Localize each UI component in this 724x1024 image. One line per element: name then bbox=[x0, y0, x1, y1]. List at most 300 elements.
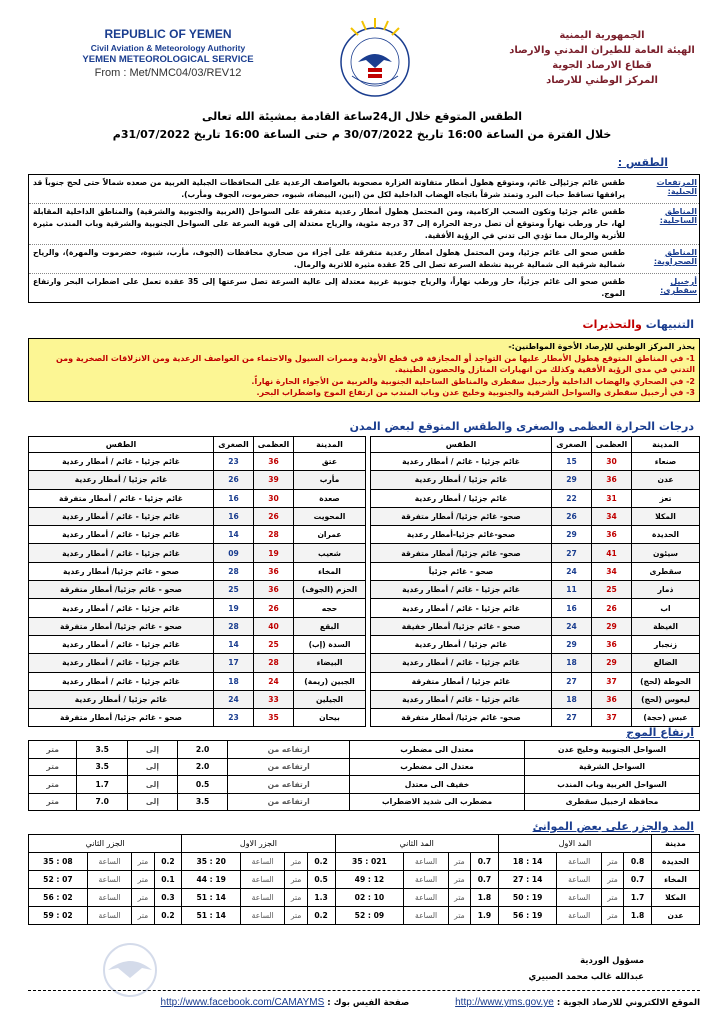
header-ar-sector: قطاع الارصاد الجوية bbox=[552, 60, 652, 71]
warnings-intro: يحذر المركز الوطني للإرصاد الأخوة المواطنين:- bbox=[508, 342, 695, 351]
city-weather: غائم جزئيا / أمطار رعدية bbox=[371, 471, 552, 489]
max-temp: 36 bbox=[592, 690, 632, 708]
tide-level: 0.3 bbox=[154, 889, 182, 907]
min-temp: 27 bbox=[552, 544, 592, 562]
city-row bbox=[29, 453, 366, 471]
tide-unit: متر bbox=[285, 889, 307, 907]
city-row bbox=[29, 507, 366, 525]
shift-officer-name: عبدالله غالب محمد الصبيري bbox=[528, 972, 644, 982]
tide-time: 14 : 27 bbox=[498, 871, 557, 889]
tide-unit: متر bbox=[132, 871, 154, 889]
tide-heading: المد والجزر على بعض الموانئ bbox=[532, 820, 694, 833]
min-temp: 29 bbox=[552, 471, 592, 489]
wave-area: محافظة ارخبيل سقطرى bbox=[525, 793, 700, 811]
max-temp: 26 bbox=[254, 599, 294, 617]
tide-time-label: الساعة bbox=[404, 907, 448, 925]
city-weather: صحو- غائم جزئيا/ أمطار متفرقة bbox=[371, 544, 552, 562]
tide-time-label: الساعة bbox=[87, 907, 131, 925]
city-weather: غائم جزئيا - غائم / أمطار رعدية bbox=[371, 599, 552, 617]
col-min: الصغرى bbox=[214, 437, 254, 453]
city-name: صنعاء bbox=[632, 453, 700, 471]
tide-level: 1.7 bbox=[624, 889, 652, 907]
tide-time: 02 : 56 bbox=[29, 889, 88, 907]
city-name: المكلا bbox=[632, 507, 700, 525]
tide-time-label: الساعة bbox=[241, 871, 285, 889]
tide-time-label: الساعة bbox=[557, 853, 601, 871]
tide-level: 1.9 bbox=[471, 907, 499, 925]
col-weather: الطقس bbox=[29, 437, 214, 453]
max-temp: 40 bbox=[254, 617, 294, 635]
tide-time-label: الساعة bbox=[404, 889, 448, 907]
tide-time-label: الساعة bbox=[557, 871, 601, 889]
page-header bbox=[0, 0, 724, 108]
city-row bbox=[29, 562, 366, 580]
tide-unit: متر bbox=[448, 871, 470, 889]
forecast-period: خلال الفترة من الساعة 16:00 تاريخ 30/07/2022 م حتى الساعة 16:00 تاريخ 31/07/2022م bbox=[112, 128, 612, 141]
weather-row bbox=[29, 274, 699, 302]
tide-time: 10 : 02 bbox=[335, 889, 404, 907]
min-temp: 16 bbox=[552, 599, 592, 617]
city-row bbox=[371, 471, 700, 489]
tide-port: المخاء bbox=[652, 871, 700, 889]
city-name: عدن bbox=[632, 471, 700, 489]
city-row bbox=[29, 709, 366, 727]
max-temp: 30 bbox=[592, 453, 632, 471]
city-weather: غائم جزئيا - غائم / أمطار رعدية bbox=[29, 526, 214, 544]
city-row bbox=[29, 581, 366, 599]
header-en-form-code: From : Met/NMC04/03/REV12 bbox=[94, 67, 242, 79]
city-weather: غائم جزئيا - غائم / أمطار رعدية bbox=[371, 581, 552, 599]
city-weather: غائم جزئيا - غائم / أمطار رعدية bbox=[371, 690, 552, 708]
city-name: الحوطة (لحج) bbox=[632, 672, 700, 690]
tide-unit: متر bbox=[601, 853, 623, 871]
max-temp: 36 bbox=[254, 453, 294, 471]
city-name: زنجبار bbox=[632, 635, 700, 653]
city-weather: صحو - غائم جزئيا/ أمطار متفرقة bbox=[29, 617, 214, 635]
city-row bbox=[371, 526, 700, 544]
tide-time-label: الساعة bbox=[557, 907, 601, 925]
tide-level: 0.5 bbox=[307, 871, 335, 889]
warnings-heading-a: التنبيهات bbox=[645, 318, 694, 331]
tide-row bbox=[29, 853, 700, 871]
wave-height-label: ارتفاعه من bbox=[228, 776, 350, 794]
city-weather: صحو - غائم جزئيا/ أمطار رعدية bbox=[29, 562, 214, 580]
min-temp: 11 bbox=[552, 581, 592, 599]
city-weather: غائم جزئيا / أمطار رعدية bbox=[371, 489, 552, 507]
tide-unit: متر bbox=[132, 907, 154, 925]
max-temp: 25 bbox=[592, 581, 632, 599]
col-max: العظمى bbox=[592, 437, 632, 453]
city-row bbox=[371, 635, 700, 653]
city-weather: صحو - غائم جزئيا/ أمطار خفيفة bbox=[371, 617, 552, 635]
tide-unit: متر bbox=[601, 889, 623, 907]
city-name: السدة (إب) bbox=[294, 635, 366, 653]
city-row bbox=[29, 526, 366, 544]
city-name: عبس (حجة) bbox=[632, 709, 700, 727]
city-weather: صحو- غائم جزئيا/ أمطار متفرقة bbox=[371, 507, 552, 525]
wave-to-label: إلى bbox=[127, 758, 177, 776]
tide-time: 20 : 35 bbox=[182, 853, 241, 871]
wave-to: 3.5 bbox=[77, 741, 128, 759]
weather-row-text: طقس غائم جزئيإلى غائم، ومتوقع هطول أمطار متفاوتة الغزارة مصحوبة بالعواصف الرعدية على المحافظات الجبلية الغربية من صعده شمالاً حتى لحج جنوباً قد يرافقها تساقط حبات البرد وتمتد شرقاً باتجاه الهضاب الداخلية لكل من (ابين، البيضاء، شبوه، حضرموت، الجوف ومأرب). bbox=[33, 178, 625, 199]
city-row bbox=[371, 507, 700, 525]
tide-time: 07 : 52 bbox=[29, 871, 88, 889]
weather-row-label: المناطق الصحراوية: bbox=[653, 248, 697, 266]
city-name: صعدة bbox=[294, 489, 366, 507]
tide-time-label: الساعة bbox=[87, 889, 131, 907]
tide-port: الحديدة bbox=[652, 853, 700, 871]
tide-time-label: الساعة bbox=[241, 853, 285, 871]
wave-row bbox=[29, 793, 700, 811]
header-ar-authority: الهيئة العامة للطيران المدني والارصاد bbox=[509, 45, 695, 56]
tide-level: 1.8 bbox=[471, 889, 499, 907]
min-temp: 17 bbox=[214, 654, 254, 672]
max-temp: 37 bbox=[592, 672, 632, 690]
header-arabic bbox=[502, 28, 702, 88]
col-min: الصغرى bbox=[552, 437, 592, 453]
wave-row bbox=[29, 776, 700, 794]
wave-state: معتدل الى مضطرب bbox=[350, 741, 525, 759]
tide-level: 0.8 bbox=[624, 853, 652, 871]
tide-port: عدن bbox=[652, 907, 700, 925]
city-row bbox=[371, 562, 700, 580]
max-temp: 33 bbox=[254, 690, 294, 708]
weather-row-label: أرخبيل سقطرى: bbox=[660, 277, 697, 295]
min-temp: 26 bbox=[214, 471, 254, 489]
city-row bbox=[371, 672, 700, 690]
forecast-title: الطقس المتوقع خلال ال24ساعة القادمة بمشيئة الله تعالى bbox=[201, 110, 523, 123]
min-temp: 18 bbox=[552, 654, 592, 672]
city-name: الجيلين bbox=[294, 690, 366, 708]
wave-unit: متر bbox=[29, 793, 77, 811]
tide-time: 19 : 50 bbox=[498, 889, 557, 907]
tide-time-label: الساعة bbox=[241, 907, 285, 925]
city-name: سقطرى bbox=[632, 562, 700, 580]
tide-unit: متر bbox=[601, 871, 623, 889]
wave-from: 3.5 bbox=[177, 793, 228, 811]
min-temp: 09 bbox=[214, 544, 254, 562]
wave-to: 3.5 bbox=[77, 758, 128, 776]
website-label: الموقع الالكتروني للارصاد الجوية : bbox=[556, 998, 700, 1008]
weather-heading: الطقس : bbox=[617, 156, 668, 169]
city-row bbox=[371, 654, 700, 672]
wave-row bbox=[29, 741, 700, 759]
tide-time-label: الساعة bbox=[241, 889, 285, 907]
warnings-heading bbox=[583, 318, 694, 331]
col-high1: المد الاول bbox=[498, 835, 651, 853]
weather-section bbox=[28, 174, 700, 303]
col-low1: الجزر الاول bbox=[182, 835, 335, 853]
city-weather: غائم جزئيا / أمطار رعدية bbox=[29, 690, 214, 708]
city-row bbox=[371, 453, 700, 471]
header-ar-republic: الجمهورية اليمنية bbox=[559, 30, 645, 41]
tide-level: 0.1 bbox=[154, 871, 182, 889]
header-ar-center: المركز الوطني للارصاد bbox=[546, 75, 658, 86]
weather-row bbox=[29, 245, 699, 274]
max-temp: 34 bbox=[592, 562, 632, 580]
max-temp: 28 bbox=[254, 526, 294, 544]
tide-row bbox=[29, 889, 700, 907]
tide-level: 1.8 bbox=[624, 907, 652, 925]
tide-table bbox=[28, 834, 700, 925]
wave-to-label: إلى bbox=[127, 793, 177, 811]
tide-unit: متر bbox=[448, 853, 470, 871]
city-row bbox=[29, 635, 366, 653]
tide-time-label: الساعة bbox=[404, 871, 448, 889]
wave-unit: متر bbox=[29, 758, 77, 776]
city-row bbox=[29, 690, 366, 708]
weather-row bbox=[29, 204, 699, 245]
header-en-republic: REPUBLIC OF YEMEN bbox=[104, 27, 232, 41]
wave-heading: ارتفاع الموج bbox=[626, 726, 694, 739]
tide-time: 14 : 51 bbox=[182, 907, 241, 925]
tide-level: 0.7 bbox=[471, 853, 499, 871]
max-temp: 26 bbox=[254, 507, 294, 525]
max-temp: 31 bbox=[592, 489, 632, 507]
city-name: المحويت bbox=[294, 507, 366, 525]
facebook-link[interactable]: http://www.facebook.com/CAMAYMS bbox=[160, 997, 325, 1008]
min-temp: 15 bbox=[552, 453, 592, 471]
city-weather: غائم جزئيا / أمطار رعدية bbox=[29, 471, 214, 489]
min-temp: 28 bbox=[214, 617, 254, 635]
city-name: البقع bbox=[294, 617, 366, 635]
wave-area: السواحل الجنوبية وخليج عدن bbox=[525, 741, 700, 759]
min-temp: 22 bbox=[552, 489, 592, 507]
city-row bbox=[29, 617, 366, 635]
col-weather: الطقس bbox=[371, 437, 552, 453]
city-weather: غائم جزئيا - غائم / أمطار متفرقة bbox=[29, 489, 214, 507]
tide-time-label: الساعة bbox=[404, 853, 448, 871]
min-temp: 29 bbox=[552, 526, 592, 544]
wave-to: 7.0 bbox=[77, 793, 128, 811]
tide-row bbox=[29, 871, 700, 889]
weather-row-label: المرتفعات الجبلية: bbox=[656, 178, 697, 196]
min-temp: 16 bbox=[214, 507, 254, 525]
wave-table bbox=[28, 740, 700, 811]
tide-time: 19 : 44 bbox=[182, 871, 241, 889]
max-temp: 36 bbox=[592, 471, 632, 489]
shift-officer-title: مسؤول الوردية bbox=[580, 956, 644, 966]
city-name: شعيب bbox=[294, 544, 366, 562]
max-temp: 30 bbox=[254, 489, 294, 507]
city-row bbox=[29, 544, 366, 562]
max-temp: 41 bbox=[592, 544, 632, 562]
tide-time: 021 : 35 bbox=[335, 853, 404, 871]
wave-unit: متر bbox=[29, 776, 77, 794]
signature-block bbox=[529, 953, 644, 985]
tide-level: 0.2 bbox=[154, 907, 182, 925]
col-city: المدينة bbox=[632, 437, 700, 453]
min-temp: 24 bbox=[552, 562, 592, 580]
city-name: بيحان bbox=[294, 709, 366, 727]
wave-from: 0.5 bbox=[177, 776, 228, 794]
weather-row bbox=[29, 175, 699, 204]
tide-level: 1.3 bbox=[307, 889, 335, 907]
tide-unit: متر bbox=[285, 853, 307, 871]
city-weather: غائم جزئيا - غائم / أمطار رعدية bbox=[29, 544, 214, 562]
tide-level: 0.2 bbox=[154, 853, 182, 871]
tide-time: 08 : 35 bbox=[29, 853, 88, 871]
city-name: اب bbox=[632, 599, 700, 617]
city-weather: غائم جزئيا - غائم / أمطار رعدية bbox=[29, 635, 214, 653]
col-max: العظمى bbox=[254, 437, 294, 453]
wave-from: 2.0 bbox=[177, 758, 228, 776]
city-row bbox=[29, 471, 366, 489]
min-temp: 28 bbox=[214, 562, 254, 580]
max-temp: 29 bbox=[592, 617, 632, 635]
facebook-label: صفحة الفيس بوك : bbox=[327, 998, 410, 1008]
city-weather: غائم جزئيا - غائم / أمطار رعدية bbox=[371, 453, 552, 471]
max-temp: 36 bbox=[254, 581, 294, 599]
weather-row-label: المناطق الساحلية: bbox=[659, 207, 697, 225]
col-city: المدينة bbox=[294, 437, 366, 453]
city-name: الغيظة bbox=[632, 617, 700, 635]
wave-height-label: ارتفاعه من bbox=[228, 758, 350, 776]
city-name: ليعوس (لحج) bbox=[632, 690, 700, 708]
tide-port: المكلا bbox=[652, 889, 700, 907]
wave-height-label: ارتفاعه من bbox=[228, 793, 350, 811]
city-row bbox=[29, 489, 366, 507]
max-temp: 24 bbox=[254, 672, 294, 690]
wave-to-label: إلى bbox=[127, 776, 177, 794]
min-temp: 27 bbox=[552, 709, 592, 727]
min-temp: 25 bbox=[214, 581, 254, 599]
max-temp: 36 bbox=[254, 562, 294, 580]
col-low2: الجزر الثاني bbox=[29, 835, 182, 853]
min-temp: 27 bbox=[552, 672, 592, 690]
city-name: حجه bbox=[294, 599, 366, 617]
wave-unit: متر bbox=[29, 741, 77, 759]
header-en-service: YEMEN METEOROLOGICAL SERVICE bbox=[82, 54, 254, 65]
header-en-authority: Civil Aviation & Meteorology Authority bbox=[90, 43, 246, 53]
max-temp: 19 bbox=[254, 544, 294, 562]
max-temp: 28 bbox=[254, 654, 294, 672]
max-temp: 25 bbox=[254, 635, 294, 653]
city-name: الحديدة bbox=[632, 526, 700, 544]
authority-logo-icon bbox=[332, 16, 418, 102]
tide-time: 14 : 51 bbox=[182, 889, 241, 907]
tide-time: 19 : 56 bbox=[498, 907, 557, 925]
wave-to: 1.7 bbox=[77, 776, 128, 794]
city-name: الضالع bbox=[632, 654, 700, 672]
warning-item: 1- في المناطق المتوقع هطول الأمطار عليها من التواجد أو المجازفة في قطع الأودية وممرات السيول والاحتماء من العواصف الرعدية ومن الانزلاقات الصخرية ومن التدني في مدى الرؤية الأفقية وكذلك من انهيارات المنازل والحصون الطينية. bbox=[55, 353, 695, 374]
city-weather: صحو-غائم جزئيا-أمطار رعدية bbox=[371, 526, 552, 544]
city-weather: غائم جزئيا - غائم / أمطار رعدية bbox=[29, 507, 214, 525]
forecast-titles bbox=[0, 110, 724, 141]
min-temp: 14 bbox=[214, 635, 254, 653]
max-temp: 26 bbox=[592, 599, 632, 617]
cities-heading: درجات الحرارة العظمى والصغرى والطقس المتوقع لبعض المدن bbox=[349, 420, 694, 433]
tide-unit: متر bbox=[285, 907, 307, 925]
min-temp: 24 bbox=[552, 617, 592, 635]
wave-to-label: إلى bbox=[127, 741, 177, 759]
city-name: ذمار bbox=[632, 581, 700, 599]
city-name: سيئون bbox=[632, 544, 700, 562]
city-weather: صحو - غائم جزئيا/ أمطار متفرقة bbox=[29, 581, 214, 599]
tide-unit: متر bbox=[601, 907, 623, 925]
tide-time: 02 : 59 bbox=[29, 907, 88, 925]
weather-row-text: طقس غائم جزئيا وتكون السحب الركامية، ومن المحتمل هطول أمطار رعدية متفرقة على السواحل (الغربية والجنوبية والشرقية) والمناطق الداخلية المقابلة لها، حار ورطب نهاراً ومتوقع أن تصل درجة الحرارة إلى 37 درجة مئوية، والرياح معتدلة إلى قوية السرعة على السواحل الجنوبية والشرقية وباب المندب مثيرة للأتربة والرمال مما تؤدي الى تدني في الرؤية الأفقية. bbox=[33, 207, 626, 240]
wave-state: خفيف الى معتدل bbox=[350, 776, 525, 794]
min-temp: 26 bbox=[552, 507, 592, 525]
city-row bbox=[29, 654, 366, 672]
max-temp: 36 bbox=[592, 635, 632, 653]
city-row bbox=[29, 599, 366, 617]
max-temp: 39 bbox=[254, 471, 294, 489]
wave-from: 2.0 bbox=[177, 741, 228, 759]
tide-time-label: الساعة bbox=[87, 853, 131, 871]
min-temp: 24 bbox=[214, 690, 254, 708]
tide-level: 0.7 bbox=[471, 871, 499, 889]
min-temp: 29 bbox=[552, 635, 592, 653]
min-temp: 16 bbox=[214, 489, 254, 507]
city-weather: غائم جزئيا / أمطار رعدية bbox=[371, 635, 552, 653]
city-weather: صحو - غائم جزئياً bbox=[371, 562, 552, 580]
cities-table-right bbox=[370, 436, 700, 727]
city-name: مأرب bbox=[294, 471, 366, 489]
warning-item: 3- في أرخبيل سقطرى والسواحل الشرقية والجنوبية وخليج عدن وباب المندب من ارتفاع الموج واضطراب البحر. bbox=[256, 388, 695, 397]
weather-row-text: طقس صحو الى غائم جزئيا، ومن المحتمل هطول امطار رعدية متفرقة على أجزاء من صحاري محافظات (الجوف، مأرب، شبوة، حضرموت والمهرة)، والرياح شمالية شرقية الى شمالية غربية نشطة السرعة تصل الى 25 عقدة مثيرة للاتربة والرمال. bbox=[33, 248, 625, 269]
tide-time: 09 : 52 bbox=[335, 907, 404, 925]
city-row bbox=[371, 599, 700, 617]
city-name: عتق bbox=[294, 453, 366, 471]
city-row bbox=[371, 709, 700, 727]
wave-area: السواحل الشرقية bbox=[525, 758, 700, 776]
city-row bbox=[371, 489, 700, 507]
wave-area: السواحل الغربية وباب المندب bbox=[525, 776, 700, 794]
min-temp: 18 bbox=[214, 672, 254, 690]
city-name: تعز bbox=[632, 489, 700, 507]
city-name: عمران bbox=[294, 526, 366, 544]
min-temp: 23 bbox=[214, 709, 254, 727]
tide-level: 0.2 bbox=[307, 853, 335, 871]
page-footer bbox=[28, 990, 700, 1008]
tide-unit: متر bbox=[285, 871, 307, 889]
tide-unit: متر bbox=[132, 853, 154, 871]
city-weather: غائم جزئيا - غائم / أمطار رعدية bbox=[29, 453, 214, 471]
max-temp: 34 bbox=[592, 507, 632, 525]
city-weather: صحو - غائم جزئيا/ أمطار متفرقة bbox=[29, 709, 214, 727]
wave-row bbox=[29, 758, 700, 776]
warning-item: 2- في الصحاري والهضاب الداخلية وأرخبيل سقطرى والمناطق الساحلية الجنوبية والغربية من الأجواء الحارة نهاراً. bbox=[251, 376, 695, 386]
city-row bbox=[371, 544, 700, 562]
tide-unit: متر bbox=[448, 889, 470, 907]
city-weather: غائم جزئيا / أمطار متفرقة bbox=[371, 672, 552, 690]
city-weather: صحو- غائم جزئيا/ أمطار متفرقة bbox=[371, 709, 552, 727]
tide-unit: متر bbox=[132, 889, 154, 907]
tide-level: 0.7 bbox=[624, 871, 652, 889]
max-temp: 35 bbox=[254, 709, 294, 727]
city-name: الحزم (الجوف) bbox=[294, 581, 366, 599]
city-name: المخاء bbox=[294, 562, 366, 580]
header-english bbox=[58, 27, 278, 79]
warnings-box bbox=[28, 338, 700, 402]
tide-row bbox=[29, 907, 700, 925]
col-high2: المد الثاني bbox=[335, 835, 498, 853]
max-temp: 36 bbox=[592, 526, 632, 544]
min-temp: 18 bbox=[552, 690, 592, 708]
website-link[interactable]: http://www.yms.gov.ye bbox=[455, 997, 554, 1008]
city-name: الجبين (ريمة) bbox=[294, 672, 366, 690]
city-weather: غائم جزئيا - غائم / أمطار رعدية bbox=[371, 654, 552, 672]
tide-time-label: الساعة bbox=[557, 889, 601, 907]
city-weather: غائم جزئيا - غائم / أمطار رعدية bbox=[29, 654, 214, 672]
city-row bbox=[371, 690, 700, 708]
city-row bbox=[29, 672, 366, 690]
min-temp: 19 bbox=[214, 599, 254, 617]
min-temp: 14 bbox=[214, 526, 254, 544]
cities-table-left bbox=[28, 436, 366, 727]
